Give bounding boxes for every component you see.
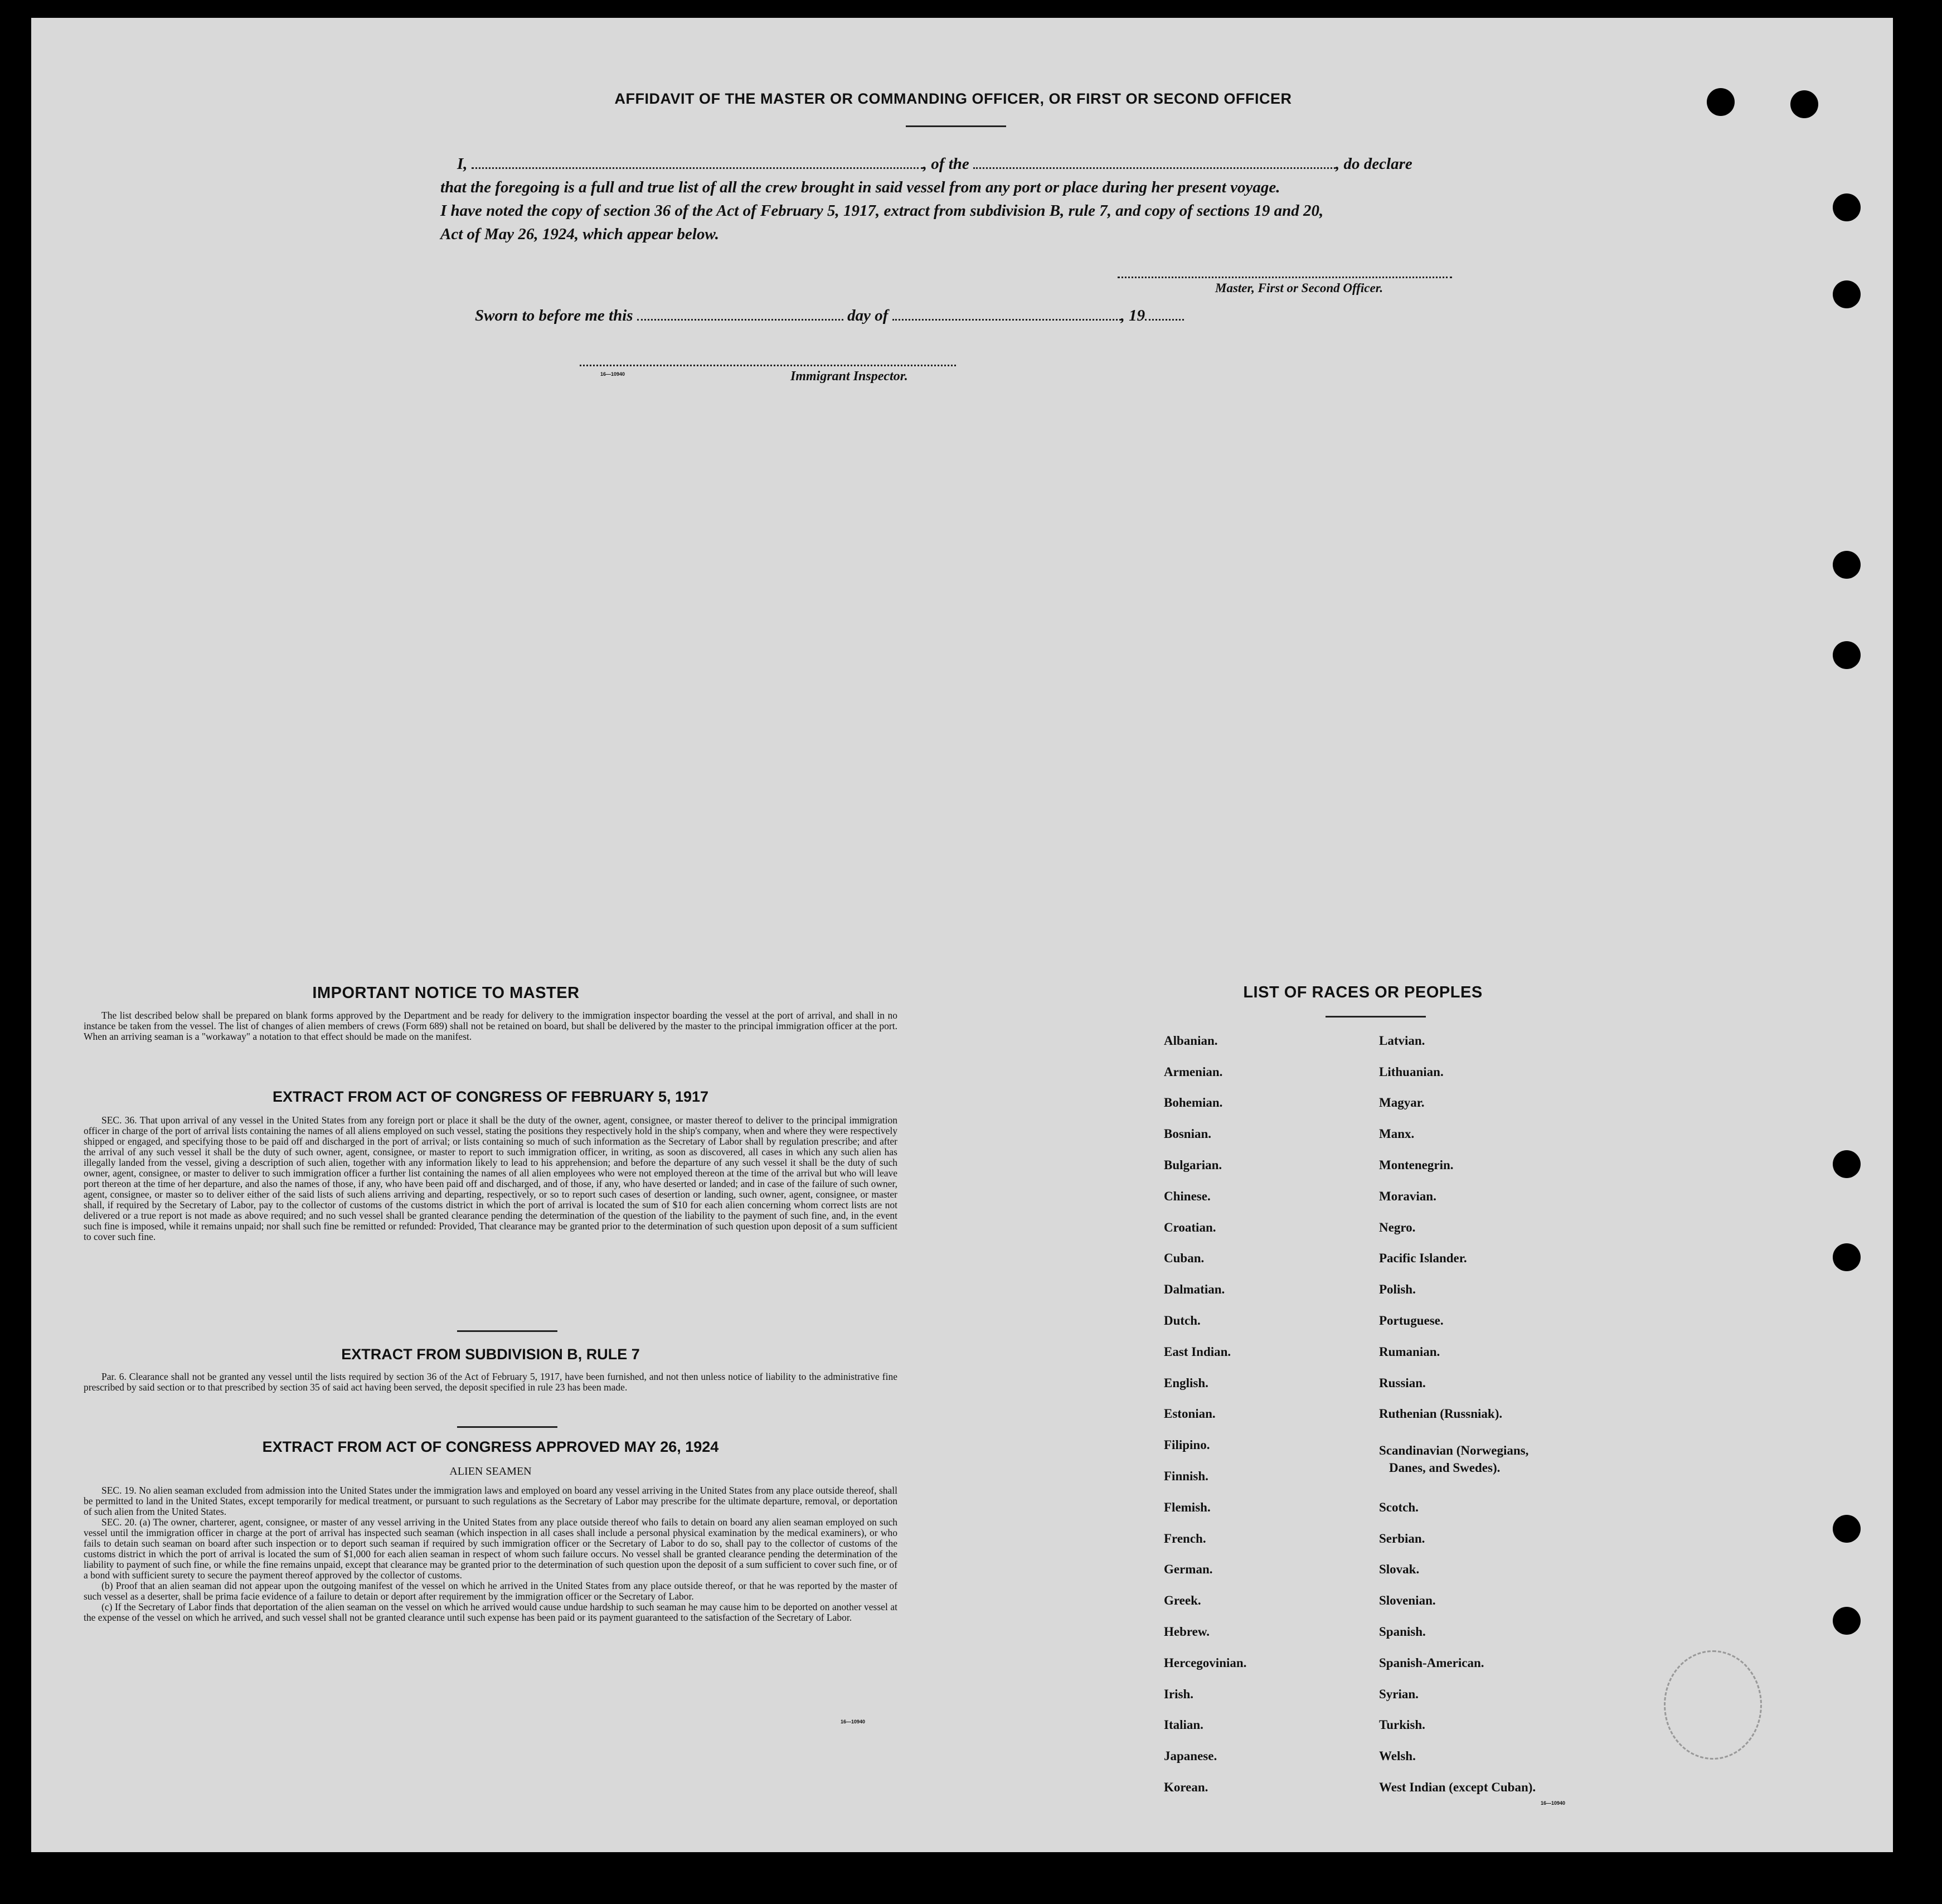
extract-1924-title: EXTRACT FROM ACT OF CONGRESS APPROVED MAY 26, 1924 <box>262 1438 719 1455</box>
race-item: West Indian (except Cuban). <box>1379 1780 1536 1794</box>
inspector-label: Immigrant Inspector. <box>790 369 908 384</box>
race-item: Finnish. <box>1164 1469 1208 1483</box>
race-item: Korean. <box>1164 1780 1208 1794</box>
race-item: Danes, and Swedes). <box>1389 1461 1501 1475</box>
race-item: Magyar. <box>1379 1096 1425 1110</box>
faded-stamp <box>1664 1650 1762 1760</box>
sworn-label: Sworn to before me this <box>475 307 633 324</box>
race-item: Spanish. <box>1379 1625 1426 1639</box>
race-item: German. <box>1164 1562 1213 1576</box>
race-item: Flemish. <box>1164 1500 1211 1514</box>
race-item: Turkish. <box>1379 1718 1425 1732</box>
race-item: Spanish-American. <box>1379 1656 1484 1670</box>
punch-hole <box>1833 641 1861 669</box>
race-item: Hebrew. <box>1164 1625 1210 1639</box>
vessel-blank[interactable] <box>973 167 1336 169</box>
race-item: Albanian. <box>1164 1034 1218 1048</box>
extract-1917-text: SEC. 36. That upon arrival of any vessel in the United States from any foreign port or place it shall be the duty of the owner, agent, consignee, or master thereof to deliver to the principal immigration officer in charge of the port of arrival lists containing the names of all aliens employed on such vessel, stating the positions they respectively hold in the ship's company, when and where they were respectively shipped or engaged, and specifying those to be paid off and discharged in the port of arrival; or lists containing so much of such information as the Secretary of Labor shall by regulation prescribe; and after the arrival of any such vessel it shall be the duty of such owner, agent, consignee, or master to report to such immigration officer, in writing, as soon as discovered, all cases in which any such alien has illegally landed from the vessel, giving a description of such alien, together with any information likely to lead to his apprehension; and before the departure of any such vessel it shall be the duty of such owner, agent, consignee, or master to deliver to such immigration officer a further list containing the names of all alien employees who were not employed thereon at the time of the arrival but who will leave port thereon at the time of her departure, and also the names of those, if any, who have been paid off and discharged, and of those, if any, who have deserted or landed; and in case of the failure of such owner, agent, consignee, or master so to deliver either of the said lists of such aliens arriving and departing, respectively, or so to report such cases of desertion or landing, such owner, agent, consignee, or master shall, if required by the Secretary of Labor, pay to the collector of customs of the customs district in which the port of arrival is located the sum of $10 for each alien concerning whom correct lists are not delivered or a true report is not made as above required; and no such vessel shall be granted clearance pending the determination of the question of the liability to the payment of such fine, and, in the event such fine is imposed, while it remains unpaid; nor shall such fine be remitted or refunded: Provided, That clearance may be granted prior to the determination of such question upon deposit of a sum sufficient to cover such fine. <box>84 1115 897 1242</box>
inspector-signature-line[interactable] <box>580 365 956 366</box>
line1-declare: , do declare <box>1336 155 1412 173</box>
title-rule <box>906 125 1006 127</box>
punch-hole <box>1833 1243 1861 1271</box>
extract-1924-body <box>84 1485 897 1623</box>
affidavit-title: AFFIDAVIT OF THE MASTER OR COMMANDING OFFICER, OR FIRST OR SECOND OFFICER <box>614 90 1292 107</box>
rule7-title: EXTRACT FROM SUBDIVISION B, RULE 7 <box>341 1346 640 1363</box>
punch-hole <box>1833 1150 1861 1178</box>
affidavit-line2: that the foregoing is a full and true list of all the crew brought in said vessel from any port or place during her present voyage. <box>440 178 1280 196</box>
race-item: Slovak. <box>1379 1562 1420 1576</box>
race-item: Hercegovinian. <box>1164 1656 1247 1670</box>
race-item: Moravian. <box>1379 1189 1436 1203</box>
race-item: Estonian. <box>1164 1407 1216 1421</box>
divider-rule <box>457 1330 557 1332</box>
race-item: Dutch. <box>1164 1314 1201 1328</box>
race-item: Bulgarian. <box>1164 1158 1222 1172</box>
race-item: Latvian. <box>1379 1034 1425 1048</box>
race-item: Dalmatian. <box>1164 1282 1225 1296</box>
races-form-number: 16—10940 <box>1541 1800 1566 1806</box>
race-item: Armenian. <box>1164 1065 1223 1079</box>
sec20a-text: SEC. 20. (a) The owner, charterer, agent, consignee, or master of any vessel arriving in the United States from any place outside thereof who fails to detain on board any alien seaman employed on such vessel until the immigration officer in charge at the port of arrival has inspected such seaman (which inspection in all cases shall include a personal physical examination by the medical examiners), or who fails to detain such seaman on board after such inspection or to deport such seaman if required by such immigration officer or the Secretary of Labor to do so, shall pay to the collector of customs of the customs district in which the port of arrival is located the sum of $1,000 for each alien seaman in respect of whom such failure occurs. No vessel shall be granted clearance pending the determination of the liability to payment of such fine, or while the fine remains unpaid, except that clearance may be granted prior to the determination of such question upon the deposit of a sum sufficient to cover such fine, or of a bond with sufficient surety to secure the payment thereof approved by the collector of customs. <box>84 1517 897 1581</box>
rule7-text: Par. 6. Clearance shall not be granted any vessel until the lists required by section 36 of the Act of February 5, 1917, have been furnished, and not then unless notice of liability to the administrative fine prescribed by said section or to that prescribed by section 35 of said act having been served, the deposit specified in rule 23 has been made. <box>84 1371 897 1393</box>
affidavit-line3: I have noted the copy of section 36 of the Act of February 5, 1917, extract from subdivision B, rule 7, and copy of sections 19 and 20, <box>440 202 1324 220</box>
divider-rule <box>457 1426 557 1428</box>
line1-i: I, <box>457 155 468 173</box>
extract-1917-title: EXTRACT FROM ACT OF CONGRESS OF FEBRUARY 5, 1917 <box>272 1088 709 1105</box>
day-of-label: day of <box>847 307 889 324</box>
race-item: Filipino. <box>1164 1438 1210 1452</box>
race-item: French. <box>1164 1532 1206 1546</box>
race-item: Lithuanian. <box>1379 1065 1444 1079</box>
punch-hole <box>1833 1607 1861 1635</box>
notice-title: IMPORTANT NOTICE TO MASTER <box>312 984 580 1002</box>
races-title-rule <box>1326 1016 1426 1018</box>
affidavit-line1 <box>457 155 1472 173</box>
race-item: East Indian. <box>1164 1345 1231 1359</box>
race-item: Russian. <box>1379 1376 1426 1390</box>
year-label: , 19 <box>1120 307 1145 324</box>
race-item: Slovenian. <box>1379 1593 1436 1607</box>
race-item: Chinese. <box>1164 1189 1211 1203</box>
punch-hole <box>1707 88 1735 116</box>
race-item: Ruthenian (Russniak). <box>1379 1407 1503 1421</box>
race-item: Rumanian. <box>1379 1345 1440 1359</box>
race-item: English. <box>1164 1376 1208 1390</box>
race-item: Italian. <box>1164 1718 1203 1732</box>
punch-hole <box>1833 193 1861 221</box>
signature-label: Master, First or Second Officer. <box>1215 281 1383 295</box>
race-item: Welsh. <box>1379 1749 1416 1763</box>
extract-form-number: 16—10940 <box>841 1719 866 1724</box>
race-item: Greek. <box>1164 1593 1201 1607</box>
race-item: Cuban. <box>1164 1251 1205 1265</box>
race-item: Bosnian. <box>1164 1127 1212 1141</box>
notice-text: The list described below shall be prepared on blank forms approved by the Department and be ready for delivery to the immigration inspector boarding the vessel at the port of arrival, and shall in no instance be taken from the vessel. The list of changes of alien members of crews (Form 689) shall not be retained on board, but shall be delivered by the master to the principal immigration officer at the port. When an arriving seaman is a "workaway" a notation to that effect should be made on the manifest. <box>84 1010 897 1042</box>
race-item: Manx. <box>1379 1127 1415 1141</box>
race-item: Montenegrin. <box>1379 1158 1454 1172</box>
race-item: Scandinavian (Norwegians, <box>1379 1443 1529 1457</box>
race-item: Croatian. <box>1164 1220 1216 1234</box>
punch-hole <box>1790 90 1818 118</box>
punch-hole <box>1833 280 1861 308</box>
sworn-day-blank[interactable] <box>637 319 843 321</box>
line1-ofthe: , of the <box>923 155 969 173</box>
sworn-month-blank[interactable] <box>892 319 1121 321</box>
affidavit-line4: Act of May 26, 1924, which appear below. <box>440 225 719 243</box>
punch-hole <box>1833 1515 1861 1543</box>
race-item: Scotch. <box>1379 1500 1419 1514</box>
race-item: Negro. <box>1379 1220 1416 1234</box>
affidavit-form-number: 16—10940 <box>600 371 625 377</box>
race-item: Portuguese. <box>1379 1314 1444 1328</box>
race-item: Irish. <box>1164 1687 1194 1701</box>
races-title: LIST OF RACES OR PEOPLES <box>1243 984 1483 1001</box>
sec20c-text: (c) If the Secretary of Labor finds that deportation of the alien seaman on the vessel on which he arrived would cause undue hardship to such seaman he may cause him to be deported on another vessel at the expense of the vessel on which he arrived, and such vessel shall not be granted clearance until such expense has been paid or its payment guaranteed to the satisfaction of the Secretary of Labor. <box>84 1601 897 1623</box>
sworn-line <box>475 307 1255 325</box>
sec20b-text: (b) Proof that an alien seaman did not appear upon the outgoing manifest of the vessel on which he arrived in the United States from any place outside thereof, or that he was reported by the master of such vessel as a deserter, shall be prima facie evidence of a failure to detain or deport after requirement by the immigration officer or the Secretary of Labor. <box>84 1580 897 1602</box>
race-item: Japanese. <box>1164 1749 1217 1763</box>
punch-hole <box>1833 551 1861 579</box>
sec19-text: SEC. 19. No alien seaman excluded from admission into the United States under the immigration laws and employed on board any vessel arriving in the United States from any place outside thereof, shall be permitted to land in the United States, except temporarily for medical treatment, or pursuant to such regulations as the Secretary of Labor may prescribe for the ultimate departure, removal, or deportation of such alien from the United States. <box>84 1485 897 1517</box>
race-item: Syrian. <box>1379 1687 1419 1701</box>
race-item: Serbian. <box>1379 1532 1425 1546</box>
signature-line[interactable] <box>1118 277 1452 278</box>
name-blank[interactable] <box>472 167 923 169</box>
race-item: Bohemian. <box>1164 1096 1223 1110</box>
race-item: Polish. <box>1379 1282 1416 1296</box>
alien-seamen-subtitle: ALIEN SEAMEN <box>449 1465 532 1477</box>
sworn-year-blank[interactable] <box>1145 319 1184 321</box>
race-item: Pacific Islander. <box>1379 1251 1467 1265</box>
